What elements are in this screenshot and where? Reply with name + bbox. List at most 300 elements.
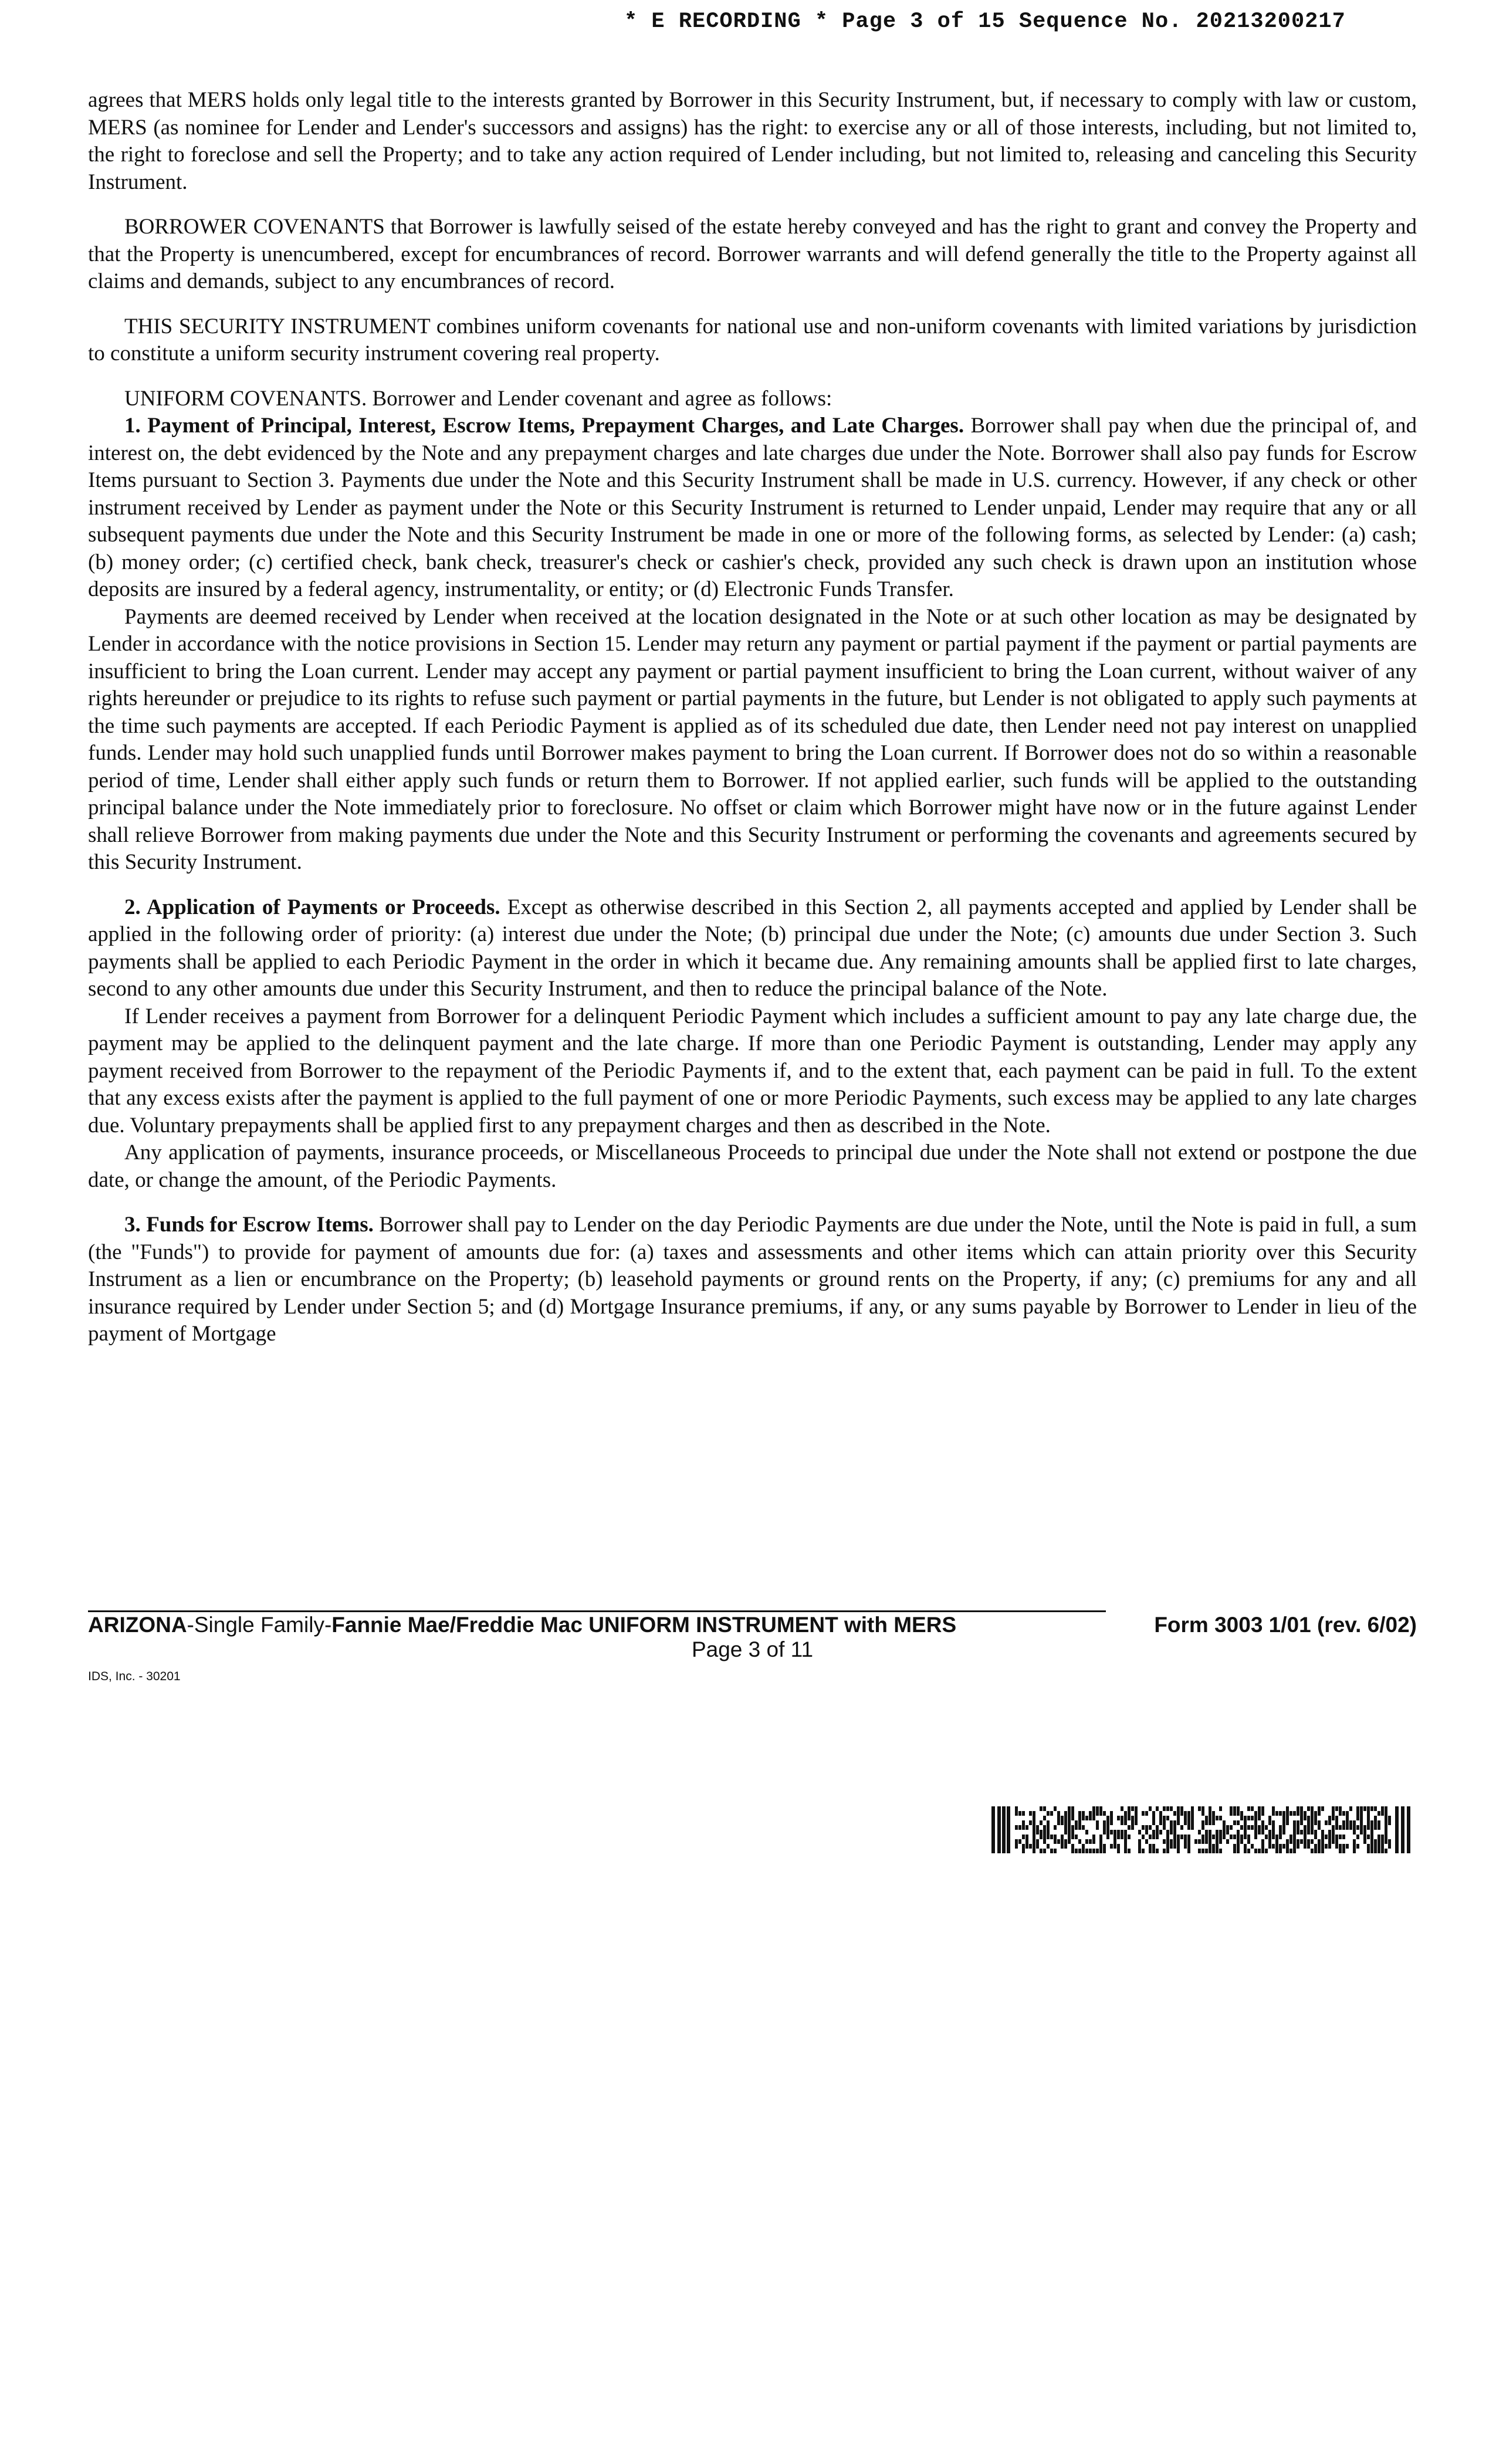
barcode-module	[1377, 1820, 1380, 1825]
barcode-module	[1163, 1816, 1166, 1820]
barcode-module	[1356, 1825, 1359, 1830]
barcode-module	[1163, 1806, 1166, 1811]
barcode-module	[1099, 1844, 1102, 1849]
barcode-module	[1385, 1839, 1387, 1844]
barcode-module	[1128, 1849, 1131, 1853]
barcode-module	[1297, 1820, 1299, 1825]
barcode-module	[1311, 1839, 1314, 1844]
barcode-module	[1092, 1816, 1095, 1820]
barcode-module	[1103, 1849, 1106, 1853]
barcode-module	[1085, 1816, 1088, 1820]
barcode-module	[1307, 1820, 1310, 1825]
barcode-module	[1082, 1844, 1085, 1849]
barcode-module	[1064, 1816, 1067, 1820]
barcode-module	[1367, 1811, 1370, 1816]
barcode-module	[1033, 1825, 1035, 1830]
barcode-module	[1233, 1811, 1236, 1816]
barcode-module	[1096, 1825, 1099, 1830]
barcode-module	[1385, 1835, 1387, 1839]
barcode-module	[1254, 1835, 1257, 1839]
barcode-module	[1201, 1825, 1204, 1830]
barcode-module	[1036, 1839, 1039, 1844]
barcode-module	[1121, 1816, 1123, 1820]
barcode-module	[1307, 1825, 1310, 1830]
barcode-module	[1163, 1820, 1166, 1825]
barcode-module	[1128, 1835, 1131, 1839]
barcode-module	[1057, 1811, 1060, 1816]
barcode-module	[1247, 1835, 1250, 1839]
barcode-module	[1033, 1830, 1035, 1835]
barcode-module	[1117, 1844, 1120, 1849]
barcode-module	[1272, 1820, 1275, 1825]
barcode-module	[1300, 1806, 1303, 1811]
barcode-module	[1346, 1816, 1349, 1820]
barcode-module	[1261, 1806, 1264, 1811]
barcode-module	[1293, 1820, 1296, 1825]
barcode-module	[1377, 1811, 1380, 1816]
barcode-module	[1124, 1849, 1127, 1853]
barcode-module	[1240, 1825, 1243, 1830]
barcode-module	[1064, 1839, 1067, 1844]
barcode-module	[1173, 1820, 1176, 1825]
barcode-module	[1370, 1849, 1373, 1853]
barcode-module	[1043, 1849, 1046, 1853]
barcode-module	[1071, 1825, 1074, 1830]
barcode-module	[1377, 1844, 1380, 1849]
barcode-module	[1212, 1849, 1215, 1853]
barcode-module	[1307, 1830, 1310, 1835]
document-body	[88, 87, 1417, 1348]
barcode-module	[1265, 1849, 1268, 1853]
barcode-module	[1335, 1816, 1338, 1820]
barcode-module	[1163, 1825, 1166, 1830]
barcode-module	[1103, 1830, 1106, 1835]
barcode-module	[1015, 1839, 1018, 1844]
barcode-module	[1209, 1849, 1211, 1853]
barcode-module	[1173, 1811, 1176, 1816]
barcode-module	[1131, 1825, 1134, 1830]
barcode-module	[1353, 1849, 1356, 1853]
barcode-guard-bar	[1395, 1806, 1399, 1853]
barcode-module	[1318, 1844, 1321, 1849]
barcode-module	[1078, 1825, 1081, 1830]
barcode-module	[1335, 1835, 1338, 1839]
barcode-module	[1040, 1830, 1043, 1835]
barcode-module	[1332, 1830, 1335, 1835]
barcode-module	[1251, 1825, 1254, 1830]
barcode-module	[1152, 1811, 1155, 1816]
barcode-module	[1043, 1825, 1046, 1830]
barcode-module	[1149, 1844, 1152, 1849]
barcode-module	[1054, 1806, 1057, 1811]
barcode-module	[1293, 1811, 1296, 1816]
barcode-module	[1187, 1835, 1190, 1839]
barcode-module	[1043, 1835, 1046, 1839]
barcode-module	[1142, 1849, 1145, 1853]
barcode-module	[1170, 1806, 1173, 1811]
footer-form-line	[88, 1612, 1417, 1638]
barcode-guard-bar	[1002, 1806, 1006, 1853]
barcode-module	[1061, 1816, 1064, 1820]
barcode-module	[1230, 1806, 1233, 1811]
barcode-module	[1138, 1839, 1141, 1844]
barcode-module	[1092, 1835, 1095, 1839]
barcode-module	[1314, 1844, 1317, 1849]
barcode-module	[1209, 1811, 1211, 1816]
barcode-module	[1219, 1835, 1222, 1839]
barcode-module	[1131, 1806, 1134, 1811]
barcode-module	[1268, 1830, 1271, 1835]
barcode-module	[1342, 1844, 1345, 1849]
barcode-module	[1205, 1839, 1208, 1844]
barcode-module	[1216, 1835, 1219, 1839]
barcode-module	[1138, 1830, 1141, 1835]
barcode-module	[1152, 1844, 1155, 1849]
barcode-module	[1205, 1830, 1208, 1835]
barcode-module	[1275, 1844, 1278, 1849]
barcode-module	[1318, 1839, 1321, 1844]
barcode-module	[1325, 1835, 1328, 1839]
barcode-module	[1071, 1816, 1074, 1820]
barcode-module	[1251, 1844, 1254, 1849]
barcode-module	[1367, 1849, 1370, 1853]
barcode-module	[1374, 1825, 1377, 1830]
barcode-module	[1187, 1820, 1190, 1825]
barcode-module	[1279, 1825, 1282, 1830]
barcode-module	[1117, 1816, 1120, 1820]
barcode-module	[1040, 1820, 1043, 1825]
barcode-module	[1385, 1825, 1387, 1830]
barcode-module	[1247, 1806, 1250, 1811]
barcode-module	[1279, 1844, 1282, 1849]
barcode-module	[1318, 1849, 1321, 1853]
barcode-module	[1328, 1844, 1331, 1849]
barcode-module	[1240, 1811, 1243, 1816]
barcode-module	[1050, 1849, 1053, 1853]
barcode-module	[1339, 1844, 1342, 1849]
barcode-module	[1099, 1849, 1102, 1853]
barcode-module	[1339, 1811, 1342, 1816]
barcode-module	[1201, 1835, 1204, 1839]
barcode-module	[1089, 1849, 1092, 1853]
barcode-module	[1138, 1844, 1141, 1849]
barcode-module	[1346, 1811, 1349, 1816]
barcode-module	[1089, 1839, 1092, 1844]
barcode-module	[1029, 1844, 1032, 1849]
barcode-module	[1085, 1839, 1088, 1844]
barcode-module	[1187, 1811, 1190, 1816]
barcode-module	[1170, 1839, 1173, 1844]
barcode-module	[1258, 1825, 1261, 1830]
barcode-module	[1103, 1811, 1106, 1816]
barcode-module	[1237, 1806, 1240, 1811]
footer-form-title	[88, 1612, 956, 1638]
barcode-module	[1117, 1835, 1120, 1839]
barcode-module	[1279, 1849, 1282, 1853]
barcode-module	[1082, 1825, 1085, 1830]
barcode-module	[1191, 1816, 1194, 1820]
barcode-module	[1033, 1844, 1035, 1849]
barcode-module	[1040, 1835, 1043, 1839]
barcode-module	[1286, 1806, 1289, 1811]
barcode-module	[1036, 1825, 1039, 1830]
barcode-module	[1370, 1839, 1373, 1844]
barcode-module	[1339, 1825, 1342, 1830]
barcode-module	[1089, 1816, 1092, 1820]
barcode-module	[1142, 1825, 1145, 1830]
barcode-module	[1216, 1830, 1219, 1835]
barcode-module	[1374, 1839, 1377, 1844]
barcode-module	[1212, 1816, 1215, 1820]
barcode-module	[1314, 1830, 1317, 1835]
barcode-module	[1096, 1849, 1099, 1853]
barcode-module	[1064, 1825, 1067, 1830]
barcode-module	[1388, 1839, 1391, 1844]
form-footer	[88, 1610, 1417, 1684]
barcode-module	[1103, 1844, 1106, 1849]
barcode-module	[1156, 1849, 1159, 1853]
barcode-module	[1240, 1816, 1243, 1820]
barcode-module	[1304, 1844, 1307, 1849]
barcode-module	[1258, 1830, 1261, 1835]
barcode-module	[1117, 1849, 1120, 1853]
barcode-module	[1223, 1835, 1226, 1839]
barcode-module	[1121, 1830, 1123, 1835]
barcode-module	[1314, 1816, 1317, 1820]
barcode-module	[1272, 1844, 1275, 1849]
barcode-module	[1071, 1835, 1074, 1839]
barcode-module	[1173, 1830, 1176, 1835]
barcode-module	[1180, 1806, 1183, 1811]
barcode-module	[1047, 1820, 1050, 1825]
barcode-module	[1314, 1835, 1317, 1839]
barcode-module	[1321, 1849, 1324, 1853]
barcode-module	[1057, 1816, 1060, 1820]
barcode-module	[1180, 1825, 1183, 1830]
barcode-module	[1209, 1844, 1211, 1849]
barcode-module	[1289, 1811, 1292, 1816]
barcode-module	[1135, 1816, 1138, 1820]
barcode-module	[1149, 1849, 1152, 1853]
barcode-module	[1318, 1811, 1321, 1816]
barcode-module	[1286, 1811, 1289, 1816]
barcode-module	[1219, 1806, 1222, 1811]
barcode-module	[1061, 1820, 1064, 1825]
barcode-module	[1370, 1835, 1373, 1839]
barcode-module	[1349, 1820, 1352, 1825]
barcode-module	[1043, 1830, 1046, 1835]
barcode-module	[1022, 1835, 1025, 1839]
barcode-module	[1367, 1816, 1370, 1820]
barcode-module	[1377, 1835, 1380, 1839]
barcode-module	[1033, 1839, 1035, 1844]
barcode-module	[1300, 1811, 1303, 1816]
barcode-module	[1110, 1830, 1113, 1835]
barcode-module	[1339, 1806, 1342, 1811]
barcode-module	[1237, 1835, 1240, 1839]
barcode-module	[1054, 1825, 1057, 1830]
barcode-module	[1180, 1811, 1183, 1816]
barcode-module	[1071, 1849, 1074, 1853]
barcode-module	[1078, 1820, 1081, 1825]
barcode-module	[1226, 1825, 1229, 1830]
barcode-module	[1335, 1806, 1338, 1811]
barcode-module	[1363, 1806, 1366, 1811]
barcode-module	[1191, 1825, 1194, 1830]
barcode-module	[1282, 1825, 1285, 1830]
barcode-module	[1254, 1816, 1257, 1820]
barcode-module	[1328, 1816, 1331, 1820]
barcode-module	[1082, 1811, 1085, 1816]
barcode-module	[1131, 1816, 1134, 1820]
barcode-module	[1187, 1849, 1190, 1853]
barcode-module	[1082, 1849, 1085, 1853]
barcode-module	[1054, 1839, 1057, 1844]
barcode-module	[1342, 1835, 1345, 1839]
barcode-module	[1201, 1839, 1204, 1844]
barcode-module	[1209, 1835, 1211, 1839]
barcode-module	[1184, 1816, 1187, 1820]
barcode-module	[1297, 1844, 1299, 1849]
barcode-module	[1159, 1811, 1162, 1816]
barcode-module	[1216, 1816, 1219, 1820]
barcode-module	[1156, 1830, 1159, 1835]
barcode-module	[1342, 1849, 1345, 1853]
barcode-module	[1033, 1849, 1035, 1853]
barcode-module	[1166, 1839, 1169, 1844]
barcode-module	[1360, 1816, 1363, 1820]
barcode-module	[1033, 1820, 1035, 1825]
barcode-module	[1198, 1830, 1201, 1835]
barcode-module	[1096, 1820, 1099, 1825]
barcode-module	[1367, 1820, 1370, 1825]
barcode-module	[1033, 1816, 1035, 1820]
barcode-module	[1025, 1844, 1028, 1849]
barcode-module	[1268, 1820, 1271, 1825]
barcode-module	[1385, 1806, 1387, 1811]
barcode-module	[1022, 1811, 1025, 1816]
footer-family: -Single Family-	[187, 1613, 332, 1637]
barcode-module	[1272, 1811, 1275, 1816]
barcode-module	[1367, 1835, 1370, 1839]
footer-state: ARIZONA	[88, 1613, 187, 1637]
barcode-module	[1272, 1835, 1275, 1839]
barcode-module	[1121, 1835, 1123, 1839]
barcode-module	[1068, 1830, 1071, 1835]
barcode-module	[1297, 1825, 1299, 1830]
barcode-module	[1377, 1849, 1380, 1853]
barcode-module	[1106, 1820, 1109, 1825]
section-3-heading: 3. Funds for Escrow Items.	[124, 1213, 374, 1237]
barcode-module	[1212, 1820, 1215, 1825]
barcode-module	[1230, 1825, 1233, 1830]
barcode-module	[1244, 1844, 1247, 1849]
barcode-module	[1219, 1816, 1222, 1820]
barcode-module	[1205, 1835, 1208, 1839]
barcode-module	[1152, 1830, 1155, 1835]
barcode-module	[1261, 1844, 1264, 1849]
barcode-module	[1078, 1849, 1081, 1853]
barcode-module	[1177, 1820, 1180, 1825]
barcode-module	[1311, 1849, 1314, 1853]
barcode-module	[1268, 1839, 1271, 1844]
barcode-module	[1201, 1849, 1204, 1853]
barcode-module	[1121, 1806, 1123, 1811]
barcode-module	[1374, 1806, 1377, 1811]
barcode-module	[1300, 1816, 1303, 1820]
barcode-module	[1219, 1839, 1222, 1844]
barcode-module	[1339, 1835, 1342, 1839]
barcode-module	[1321, 1835, 1324, 1839]
barcode-module	[1254, 1820, 1257, 1825]
barcode-module	[1363, 1839, 1366, 1844]
barcode-module	[1170, 1830, 1173, 1835]
barcode-guard-bar	[1407, 1806, 1410, 1853]
barcode-module	[1247, 1816, 1250, 1820]
barcode-module	[1110, 1811, 1113, 1816]
barcode-module	[1304, 1811, 1307, 1816]
barcode-module	[1064, 1830, 1067, 1835]
barcode-module	[1018, 1825, 1021, 1830]
barcode-module	[1374, 1816, 1377, 1820]
barcode-module	[1321, 1830, 1324, 1835]
section-1-text: Borrower shall pay when due the principal of, and interest on, the debt evidenced by the Note and any prepayment charges and late charges due under the Note. Borrower shall also pay funds for Escrow Items pursuant to Section 3. Payments due under the Note and this Security Instrument shall be made in U.S. currency. However, if any check or other instrument received by Lender as payment under the Note or this Security Instrument is returned to Lender unpaid, Lender may require that any or all subsequent payments due under the Note and this Security Instrument be made in one or more of the following forms, as selected by Lender: (a) cash; (b) money order; (c) certified check, bank check, treasurer's check or cashier's check, provided any such check is drawn upon an institution whose deposits are insured by a federal agency, instrumentality, or entity; or (d) Electronic Funds Transfer.	[88, 414, 1417, 601]
barcode-module	[1261, 1820, 1264, 1825]
barcode-module	[1124, 1839, 1127, 1844]
barcode-module	[1082, 1816, 1085, 1820]
barcode-module	[1173, 1839, 1176, 1844]
barcode-module	[1254, 1830, 1257, 1835]
barcode-module	[1335, 1839, 1338, 1844]
barcode-module	[1184, 1811, 1187, 1816]
barcode-module	[1272, 1830, 1275, 1835]
barcode-module	[1142, 1835, 1145, 1839]
barcode-module	[1050, 1835, 1053, 1839]
barcode-module	[1201, 1811, 1204, 1816]
barcode-module	[1335, 1820, 1338, 1825]
footer-form-number: Form 3003 1/01 (rev. 6/02)	[1154, 1613, 1417, 1637]
barcode-guard-bar	[997, 1806, 1001, 1853]
barcode-module	[1075, 1835, 1078, 1839]
barcode-module	[1332, 1816, 1335, 1820]
barcode-module	[1177, 1849, 1180, 1853]
barcode-module	[1209, 1830, 1211, 1835]
barcode-module	[1061, 1835, 1064, 1839]
barcode-module	[1022, 1825, 1025, 1830]
barcode-module	[1297, 1811, 1299, 1816]
barcode-module	[1381, 1844, 1384, 1849]
barcode-module	[1177, 1811, 1180, 1816]
barcode-module	[1286, 1820, 1289, 1825]
barcode-module	[1170, 1844, 1173, 1849]
barcode-module	[1223, 1830, 1226, 1835]
barcode-module	[1286, 1849, 1289, 1853]
barcode-module	[1025, 1825, 1028, 1830]
barcode-module	[1374, 1820, 1377, 1825]
barcode-module	[1135, 1806, 1138, 1811]
barcode-module	[1286, 1816, 1289, 1820]
section-1-payments-paragraph: Payments are deemed received by Lender when received at the location designated in the Note or at such other location as may be designated by Lender in accordance with the notice provisions in Section 15. Lender may return any payment or partial payment if the payment or partial payments are insufficient to bring the Loan current. Lender may accept any payment or partial payment insufficient to bring the Loan current, without waiver of any rights hereunder or prejudice to its rights to refuse such payment or partial payments in the future, but Lender is not obligated to apply such payments at the time such payments are accepted. If each Periodic Payment is applied as of its scheduled due date, then Lender need not pay interest on unapplied funds. Lender may hold such unapplied funds until Borrower makes payment to bring the Loan current. If Borrower does not do so within a reasonable period of time, Lender shall either apply such funds or return them to Borrower. If not applied earlier, such funds will be applied to the outstanding principal balance under the Note immediately prior to foreclosure. No offset or claim which Borrower might have now or in the future against Lender shall relieve Borrower from making payments due under the Note and this Security Instrument or performing the covenants and agreements secured by this Security Instrument.	[88, 604, 1417, 874]
barcode-module	[1015, 1825, 1018, 1830]
section-2-heading: 2. Application of Payments or Proceeds.	[124, 895, 500, 919]
barcode-module	[1223, 1820, 1226, 1825]
barcode-module	[1385, 1811, 1387, 1816]
barcode-module	[1307, 1816, 1310, 1820]
barcode-module	[1128, 1811, 1131, 1816]
barcode-module	[1223, 1825, 1226, 1830]
uniform-covenants-paragraph: UNIFORM COVENANTS. Borrower and Lender covenant and agree as follows:	[124, 386, 832, 411]
barcode-module	[1156, 1825, 1159, 1830]
